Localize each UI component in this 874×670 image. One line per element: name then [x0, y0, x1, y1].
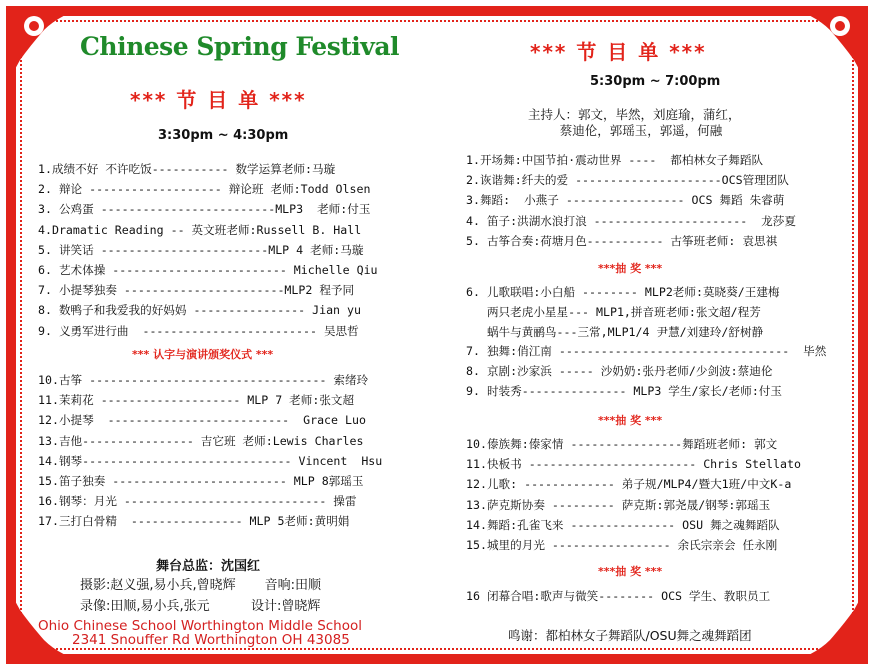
program-item: 7. 独舞:俏江南 --------------------------------- 毕然	[466, 344, 827, 359]
program-item: 6. 儿歌联唱:小白船 -------- MLP2老师:莫晓葵/王建梅	[466, 285, 780, 299]
lottery-heading: ***抽 奖 ***	[598, 565, 663, 578]
program-item: 13.吉他---------------- 吉它班 老师:Lewis Charles	[38, 433, 364, 448]
program-item: 7. 小提琴独奏 -----------------------MLP2 程予同	[38, 283, 355, 298]
stage-director: 舞台总监：沈国红	[156, 559, 261, 574]
program-item: 12.儿歌: ------------- 弟子规/MLP4/暨大1班/中文K-a	[466, 477, 792, 492]
ceremony-heading: *** 认字与演讲颁奖仪式 ***	[132, 348, 274, 361]
program-item: 14.舞蹈:孔雀飞来 --------------- OSU 舞之魂舞蹈队	[466, 517, 780, 532]
program-item: 4. 笛子:洪湖水浪打浪 ---------------------- 龙莎夏	[466, 213, 796, 228]
program-title-right: *** 节 目 单 ***	[530, 40, 707, 64]
program-item: 两只老虎小星星--- MLP1,拼音班老师:张文超/程芳	[466, 304, 761, 319]
program-item: 13.萨克斯协奏 --------- 萨克斯:郭尧晟/钢琴:郭瑶玉	[466, 497, 771, 512]
program-item: 17.三打白骨精 ---------------- MLP 5老师:黄明娟	[38, 514, 350, 529]
program-item: 8. 京剧:沙家浜 ----- 沙奶奶:张丹老师/少剑波:蔡迪伦	[466, 364, 773, 379]
program-item: 11.快板书 ------------------------ Chris Stellato	[466, 457, 801, 472]
program-item: 15.笛子独奏 ------------------------- MLP 8郭瑶玉	[38, 474, 364, 488]
hosts-line: 主持人：郭文，毕然，刘庭瑜，蒲红，	[528, 107, 741, 122]
program-item: 10.古筝 ---------------------------------- 索绪玲	[38, 373, 369, 387]
program-item: 3. 公鸡蛋 -------------------------MLP3 老师:付玉	[38, 202, 371, 217]
program-item: 3.舞蹈: 小燕子 ----------------- OCS 舞蹈 朱睿萌	[466, 193, 785, 208]
program-item: 2.诙谐舞:纤夫的爱 ---------------------OCS管理团队	[466, 173, 789, 188]
program-item: 9. 时装秀--------------- MLP3 学生/家长/老师:付玉	[466, 384, 782, 398]
program-item: 16 闭幕合唱:歌声与微笑-------- OCS 学生、教职员工	[466, 589, 771, 603]
program-item: 5. 古筝合奏:荷塘月色----------- 古筝班老师: 袁思祺	[466, 233, 778, 248]
school-name: Ohio Chinese School Worthington Middle School	[38, 618, 363, 634]
time-right: 5:30pm ~ 7:00pm	[590, 74, 721, 89]
lantern-corner-icon	[778, 574, 874, 670]
festival-title: Chinese Spring Festival	[80, 32, 400, 61]
program-item: 6. 艺术体操 ------------------------- Michelle Qiu	[38, 263, 378, 277]
program-item: 9. 义勇军进行曲 ------------------------- 吴思哲	[38, 323, 359, 338]
program-item: 14.钢琴------------------------------ Vincent Hsu	[38, 453, 383, 468]
program-item: 5. 讲笑话 ------------------------MLP 4 老师:马璇	[38, 242, 364, 257]
school-address: 2341 Snouffer Rd Worthington OH 43085	[72, 632, 350, 648]
hosts-line: 蔡迪伦，郭瑶玉，郭遥，何融	[528, 123, 723, 138]
program-item: 8. 数鸭子和我爱我的好妈妈 ---------------- Jian yu	[38, 303, 361, 318]
program-item: 15.城里的月光 ----------------- 余氏宗亲会 任永刚	[466, 538, 778, 552]
program-item: 1.成绩不好 不许吃饭----------- 数学运算老师:马璇	[38, 162, 336, 176]
program-title-left: *** 节 目 单 ***	[130, 88, 307, 112]
program-item: 2. 辩论 ------------------- 辩论班 老师:Todd Olsen	[38, 182, 371, 197]
program-item: 11.茉莉花 -------------------- MLP 7 老师:张文超	[38, 393, 355, 408]
lottery-heading: ***抽 奖 ***	[598, 414, 663, 427]
program-item: 16.钢琴：月光 ----------------------------- 操雷	[38, 494, 357, 509]
program-item: 4.Dramatic Reading -- 英文班老师:Russell B. Hall	[38, 222, 362, 237]
lottery-heading: ***抽 奖 ***	[598, 262, 663, 275]
program-item: 蜗牛与黄鹂鸟---三常,MLP1/4 尹慧/刘建玲/舒树静	[466, 324, 764, 339]
credits-line: 录像:田顺,易小兵,张元 设计:曾晓辉	[80, 599, 321, 614]
credits-line: 摄影:赵义强,易小兵,曾晓辉 音响:田顺	[80, 578, 321, 593]
time-left: 3:30pm ~ 4:30pm	[158, 128, 289, 143]
dragon-corner-icon	[778, 0, 874, 96]
program-item: 10.傣族舞:傣家情 ----------------舞蹈班老师: 郭文	[466, 437, 778, 451]
program-item: 12.小提琴 -------------------------- Grace Luo	[38, 413, 366, 428]
program-item: 1.开场舞:中国节拍·震动世界 ---- 都柏林女子舞蹈队	[466, 153, 764, 167]
acknowledgement: 鸣谢：都柏林女子舞蹈队/OSU舞之魂舞蹈团	[508, 628, 752, 643]
